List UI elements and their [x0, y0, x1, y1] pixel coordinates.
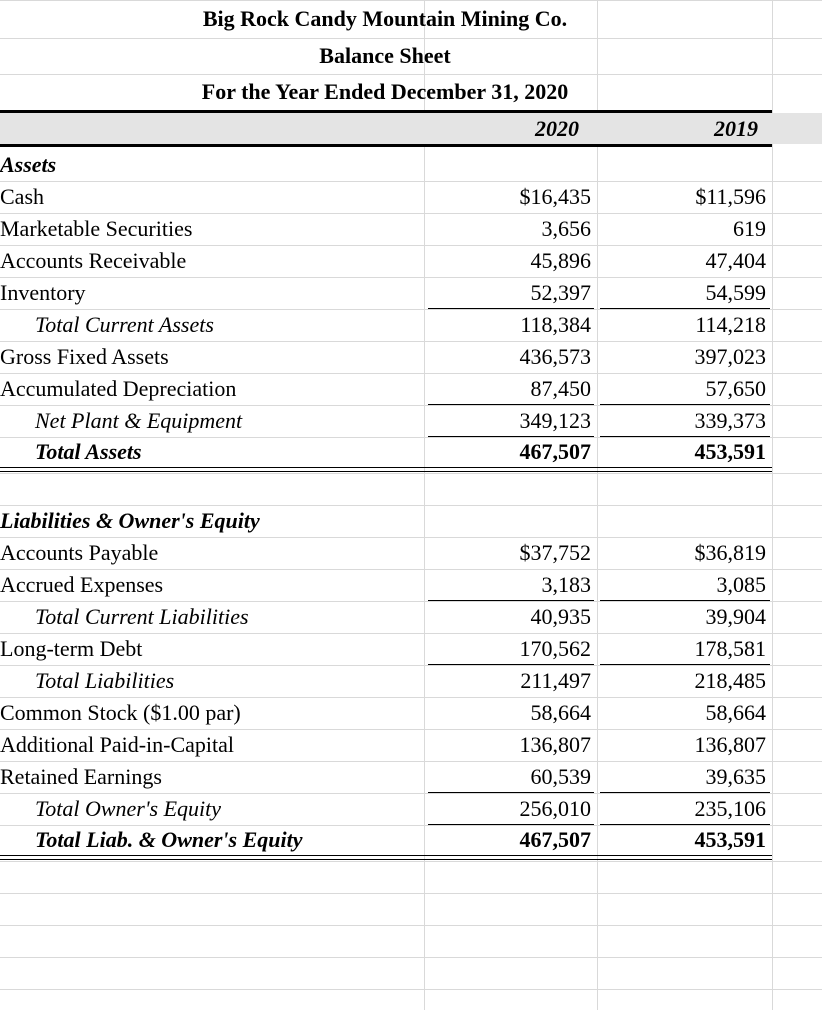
table-row	[0, 309, 822, 341]
section-heading-row	[0, 149, 822, 181]
table-row	[0, 633, 822, 665]
total-double-rule	[0, 467, 772, 472]
row-label: Cash	[0, 184, 44, 209]
value-2019: 453,591	[694, 827, 766, 852]
value-2019: 453,591	[694, 439, 766, 464]
value-2020: 52,397	[530, 280, 591, 305]
row-label: Total Current Liabilities	[35, 604, 249, 629]
row-label: Common Stock ($1.00 par)	[0, 700, 241, 725]
value-2019: 136,807	[694, 732, 766, 757]
gridline	[0, 861, 822, 862]
row-label: Accounts Receivable	[0, 248, 187, 273]
table-row	[0, 665, 822, 697]
value-2020: 349,123	[519, 408, 591, 433]
gridline	[0, 925, 822, 926]
row-label: Net Plant & Equipment	[35, 408, 243, 433]
value-2019: 39,904	[705, 604, 766, 629]
table-row	[0, 437, 822, 467]
value-2020: 87,450	[530, 376, 591, 401]
table-row	[0, 537, 822, 569]
row-label: Total Liab. & Owner's Equity	[35, 827, 303, 852]
column-header-2019: 2019	[714, 115, 758, 141]
row-label: Gross Fixed Assets	[0, 344, 169, 369]
section-heading-row	[0, 505, 822, 537]
value-2020: 60,539	[530, 764, 591, 789]
value-2019: 178,581	[694, 636, 766, 661]
table-row	[0, 793, 822, 825]
title-row	[0, 38, 822, 74]
table-row	[0, 373, 822, 405]
header-bottom-rule	[0, 144, 772, 147]
value-2020: 467,507	[519, 827, 591, 852]
value-2020: 256,010	[519, 796, 591, 821]
value-2019: 218,485	[694, 668, 766, 693]
value-2020: 436,573	[519, 344, 591, 369]
row-label: Marketable Securities	[0, 216, 193, 241]
row-label: Retained Earnings	[0, 764, 162, 789]
gridline	[0, 957, 822, 958]
value-2019: 619	[733, 216, 766, 241]
company-name: Big Rock Candy Mountain Mining Co.	[202, 6, 568, 31]
title-row	[0, 74, 822, 110]
table-row	[0, 277, 822, 309]
gridline	[0, 473, 822, 474]
value-2019: 3,085	[716, 572, 766, 597]
value-2019: 39,635	[705, 764, 766, 789]
value-2020: 3,656	[541, 216, 591, 241]
table-row	[0, 601, 822, 633]
table-row	[0, 761, 822, 793]
value-2020: 118,384	[520, 312, 591, 337]
table-row	[0, 181, 822, 213]
gridline	[0, 893, 822, 894]
row-label: Total Liabilities	[35, 668, 175, 693]
table-row	[0, 569, 822, 601]
table-row	[0, 405, 822, 437]
column-header-row	[0, 113, 822, 144]
column-header-2020: 2020	[535, 115, 579, 141]
table-row	[0, 245, 822, 277]
value-2019: $11,596	[695, 184, 766, 209]
value-2019: 58,664	[705, 700, 766, 725]
row-label: Inventory	[0, 280, 86, 305]
row-label: Additional Paid-in-Capital	[0, 732, 235, 757]
value-2020: 467,507	[519, 439, 591, 464]
value-2020: $16,435	[519, 184, 591, 209]
table-row	[0, 341, 822, 373]
value-2019: 47,404	[705, 248, 766, 273]
title-row	[0, 0, 822, 38]
liabilities-heading: Liabilities & Owner's Equity	[0, 508, 260, 533]
value-2020: $37,752	[519, 540, 591, 565]
value-2020: 211,497	[520, 668, 591, 693]
row-label: Accrued Expenses	[0, 572, 164, 597]
gridline	[0, 989, 822, 990]
value-2020: 40,935	[530, 604, 591, 629]
row-label: Total Current Assets	[35, 312, 214, 337]
assets-heading: Assets	[0, 152, 57, 177]
row-label: Total Assets	[35, 439, 142, 464]
value-2019: 114,218	[695, 312, 766, 337]
table-row	[0, 213, 822, 245]
value-2019: 339,373	[694, 408, 766, 433]
row-label: Accumulated Depreciation	[0, 376, 237, 401]
value-2020: 170,562	[519, 636, 591, 661]
statement-title: Balance Sheet	[319, 43, 451, 68]
total-double-rule	[0, 855, 772, 860]
value-2020: 45,896	[530, 248, 591, 273]
value-2019: 235,106	[694, 796, 766, 821]
value-2019: 397,023	[694, 344, 766, 369]
table-row	[0, 729, 822, 761]
value-2020: 58,664	[530, 700, 591, 725]
table-row	[0, 697, 822, 729]
value-2019: 54,599	[705, 280, 766, 305]
row-label: Accounts Payable	[0, 540, 159, 565]
row-label: Total Owner's Equity	[35, 796, 222, 821]
period-title: For the Year Ended December 31, 2020	[201, 79, 569, 104]
value-2020: 3,183	[541, 572, 591, 597]
row-label: Long-term Debt	[0, 636, 143, 661]
value-2020: 136,807	[519, 732, 591, 757]
table-row	[0, 825, 822, 855]
value-2019: $36,819	[694, 540, 766, 565]
value-2019: 57,650	[705, 376, 766, 401]
